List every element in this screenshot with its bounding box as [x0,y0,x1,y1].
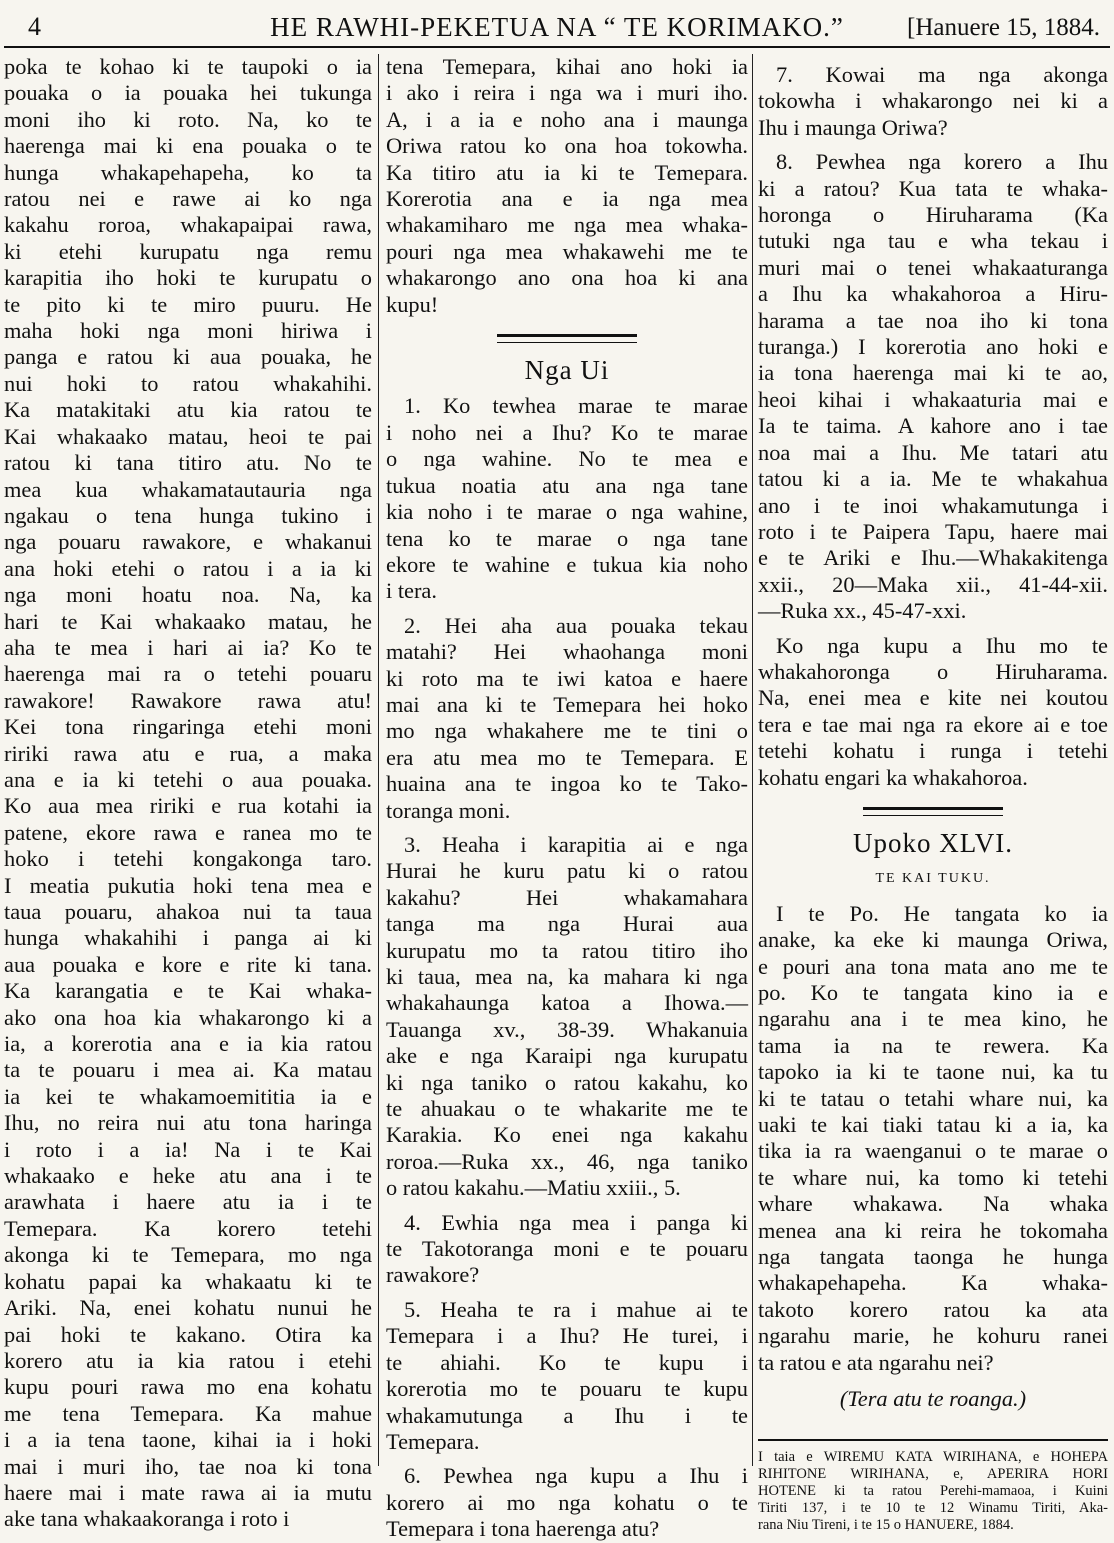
chapter-line: whakapehapeha. Ka whaka- [758,1270,1108,1296]
text-line: kohatu papai ka whakaatu ki te [4,1268,372,1294]
imprint-line: RIHITONE WIRIHANA, e, APERIRA HORI [758,1465,1108,1482]
text-line: nui hoki to ratou whakahihi. [4,370,372,396]
chapter-line: ngarahu marie, he kohuru ranei [758,1323,1108,1349]
issue-date: [Hanuere 15, 1884. [907,14,1100,41]
question-line: korero ai mo nga kohatu o te [386,1489,748,1515]
chapter-line: whare whakawa. Na whaka [758,1191,1108,1217]
question-line: tutuki nga tau e wha tekau i [758,228,1108,254]
text-line: ana hoki etehi o ratou i a ia ki [4,555,372,581]
text-line: ratou ki tana titiro atu. No te [4,450,372,476]
text-line: ako ona hoa kia whakarongo ki a [4,1004,372,1030]
question-line: 4. Ewhia nga mea i panga ki [404,1209,748,1235]
text-line: haerenga mai ra o tetehi pouaru [4,661,372,687]
text-line: I meatia pukutia hoki tena mea e [4,872,372,898]
question-line: 1. Ko tewhea marae te marae [404,393,748,419]
text-line: poka te kohao ki te taupoki o ia [4,54,372,79]
question-line: ki taua, mea na, ka mahara ki nga [386,964,748,989]
text-line: pouaka o ia pouaka hei tukunga [4,80,372,106]
column-1 [4,54,372,1533]
column-2 [386,54,748,1543]
question-line: ki a ratou? Kua tata te whaka- [758,175,1108,201]
chapter-line: I te Po. He tangata ko ia [776,900,1108,926]
page-number: 4 [28,12,41,41]
text-line: aha te mea i hari ai ia? Ko te [4,634,372,660]
text-line: pouri nga mea whakawehi me te [386,238,748,264]
text-line: Ariki. Na, enei kohatu nunui he [4,1295,372,1321]
question-line: tukua noatia atu ana nga tane [386,472,748,498]
question-line: Na, enei mea e kite nei koutou [758,685,1108,711]
imprint-line: rana Niu Tireni, i te 15 o HANUERE, 1884. [758,1516,1014,1533]
text-line: Ko aua mea ririki e rua kotahi ia [4,793,372,819]
text-line: ngakau o tena hunga tukino i [4,502,372,528]
imprint-line: HOTENE ki ta ratou Perehi-mamaoa, i Kuini [758,1482,1108,1499]
question-item [758,633,1108,791]
question-line: te Takotoranga moni e te pouaru [386,1236,748,1262]
imprint-line: I taia e WIREMU KATA WIRIHANA, e HOHEPA [758,1448,1108,1465]
text-line: karapitia iho hoki te kurupatu o [4,265,372,291]
text-line: whakaako e heke atu ana i te [4,1163,372,1189]
question-line: ki nga taniko o ratou kakahu, ko [386,1069,748,1095]
text-line: Kei tona ringaringa etehi moni [4,714,372,740]
question-line: noa mai a Ihu. Me tatari atu [758,439,1108,465]
question-line: Ihu i maunga Oriwa? [758,114,948,140]
text-line: i ako i reira i nga wa i muri iho. [386,80,748,106]
text-line: whakarongo ano ona hoa ki ana [386,265,748,291]
text-line: kupu! [386,291,439,317]
questions-heading: Nga Ui [524,355,610,386]
column-divider [752,54,753,1466]
question-line: ia tona haerenga mai ki te ao, [758,360,1108,386]
text-line: patene, ekore rawa e ranea mo te [4,819,372,845]
text-line: haere mai i mate rawa ai ia mutu [4,1479,372,1505]
chapter-line: menea ana ki reira he tokomaha [758,1217,1108,1243]
question-line: Temepara i a Ihu? He turei, i [386,1323,748,1349]
text-line: Ihu, no reira nui atu tona haringa [4,1110,372,1136]
question-line: Ko nga kupu a Ihu mo te [776,632,1108,658]
text-line: aua pouaka e kore e rite ki tana. [4,951,372,977]
text-line: panga e ratou ki aua pouaka, he [4,344,372,370]
question-line: tetehi kohatu i runga i tetehi [758,738,1108,764]
text-line: moni iho ki roto. Na, ko te [4,106,372,132]
column-3 [758,54,1108,1534]
question-line: roroa.—Ruka xx., 46, nga taniko [386,1148,748,1174]
text-line: rawakore! Rawakore rawa atu! [4,687,372,713]
question-line: Temepara. [386,1428,480,1454]
question-line: era atu mea mo te Temepara. E [386,744,748,770]
question-line: a Ihu ka whakahoroa a Hiru- [758,281,1108,307]
continued-note: (Tera atu te roanga.) [839,1386,1027,1412]
text-line: te pito ki te miro puuru. He [4,291,372,317]
question-line: heoi kihai i whakaaturia mai e [758,386,1108,412]
question-line: whakahaunga katoa a Ihowa.— [386,990,748,1016]
question-item [386,832,748,1202]
question-line: te ahiahi. Ko te kupu i [386,1349,748,1375]
question-line: muri mai o tenei whakaaturanga [758,254,1108,280]
chapter-line: nga tangata taonga he hunga [758,1244,1108,1270]
text-line: A, i a ia e noho ana i maunga [386,106,748,132]
questions-list-continued [758,62,1108,791]
chapter-line: ta ratou e ata ngarahu nei? [758,1349,994,1375]
question-line: ake e nga Karaipi nga kurupatu [386,1043,748,1069]
question-line: Temepara i tona haerenga atu? [386,1516,660,1542]
text-line: taua pouaru, ahakoa nui ta taua [4,899,372,924]
text-line: i a ia tena taone, kihai ia i hoki [4,1427,372,1453]
question-line: harama a tae noa iho ki tona [758,307,1108,333]
text-line: maha hoki nga moni hiriwa i [4,318,372,344]
question-line: 5. Heaha te ra i mahue ai te [404,1296,748,1322]
text-line: Korerotia ana e ia nga mea [386,186,748,212]
question-line: toranga moni. [386,797,511,823]
question-item [758,62,1108,141]
text-line: haerenga mai ki ena pouaka o te [4,133,372,159]
text-line: Kai whakaako matau, heoi te pai [4,423,372,449]
question-line: mo nga whakahere me te tini o [386,718,748,744]
text-line: pai hoki te kakano. Otira ka [4,1321,372,1347]
chapter-line: tapoko ia ki te taone nui, ka tu [758,1059,1108,1085]
text-line: tena Temepara, kihai ano hoki ia [386,54,748,79]
question-line: mai ana ki te Temepara hei hoko [386,691,748,717]
question-line: 6. Pewhea nga kupu a Ihu i [404,1463,748,1489]
text-line: ratou nei e rawe ai ko nga [4,186,372,212]
text-line: Ka titiro atu ia ki te Temepara. [386,159,748,185]
text-line: ta te pouaru i mea ai. Ka matau [4,1057,372,1083]
printer-imprint [758,1449,1108,1534]
page-header [0,0,1114,44]
question-line: tena ko te marae o nga tane [386,525,748,551]
text-line: mai i muri iho, tae noa ki tona [4,1453,372,1479]
question-line: o ratou kakahu.—Matiu xxiii., 5. [386,1175,681,1201]
question-line: i noho nei a Ihu? Ko te marae [386,419,748,445]
chapter-subtitle: TE KAI TUKU. [875,871,991,887]
chapter-line: anake, ka eke ki maunga Oriwa, [758,927,1108,953]
text-line: ririki rawa atu e rua, a maka [4,740,372,766]
text-line: whakamiharo me nga mea whaka- [386,212,748,238]
text-line: me tena Temepara. Ka mahue [4,1400,372,1426]
chapter-line: ki te tatau o tetahi whare nui, ka [758,1085,1108,1111]
column-divider [378,54,379,1466]
question-item [758,149,1108,624]
chapter-line: tama ia na te rewera. Ka [758,1032,1108,1058]
questions-list [386,393,748,1542]
question-line: matahi? Hei whaohanga moni [386,639,748,665]
chapter-line: ngarahu ana i te mea kino, he [758,1006,1108,1032]
section-rule [863,807,1003,816]
question-line: tokowha i whakarongo nei ki a [758,88,1108,114]
imprint-rule [758,1439,1108,1441]
question-line: kia noho i te marae o nga wahine, [386,499,748,525]
text-line: Oriwa ratou ko ona hoa tokowha. [386,133,748,159]
text-line: Ka matakitaki atu kia ratou te [4,397,372,423]
question-line: kakahu? Hei whakamahara [386,884,748,910]
text-line: nga pouaru rawakore, e whakanui [4,529,372,555]
question-line: —Ruka xx., 45-47-xxi. [758,598,967,624]
question-line: kurupatu mo ta ratou titiro iho [386,937,748,963]
text-line: ia kei te whakamoemititia ia e [4,1083,372,1109]
question-line: Karakia. Ko enei nga kakahu [386,1122,748,1148]
question-item [386,613,748,824]
question-line: ano i te inoi whakamutunga i [758,492,1108,518]
question-line: 7. Kowai ma nga akonga [776,62,1108,87]
section-rule [497,334,637,343]
chapter-line: po. Ko te tangata kino ia e [758,980,1108,1005]
question-line: Ia te taima. A kahore ano i tae [758,413,1108,439]
newspaper-title: HE RAWHI-PEKETUA NA “ TE KORIMAKO.” [270,12,844,42]
chapter-title: Upoko XLVI. [852,827,1013,858]
imprint-line: Tiriti 137, i te 10 te 12 Winamu Tiriti, Aka- [758,1499,1108,1516]
text-line: kupu pouri rawa mo ena kohatu [4,1374,372,1400]
text-line: ki etehi kurupatu nga remu [4,238,372,264]
question-line: tanga ma nga Hurai aua [386,911,748,937]
question-line: 2. Hei aha aua pouaka tekau [404,612,748,638]
question-line: tera e tae mai nga ra ekore ai e toe [758,711,1108,737]
question-line: Tauanga xv., 38-39. Whakanuia [386,1016,748,1042]
chapter-line: te whare nui, ka tomo ki tetehi [758,1164,1108,1190]
text-line: akonga ki te Temepara, mo nga [4,1242,372,1268]
question-line: whakahoronga o Hiruharama. [758,658,1108,684]
text-line: mea kua whakamatautauria nga [4,476,372,502]
question-line: ki roto ma te iwi katoa e haere [386,665,748,691]
text-line: korero atu ia kia ratou i etehi [4,1347,372,1373]
story-conclusion-text [386,54,748,318]
header-rule [4,46,1110,48]
chapter-line: takoto korero ratou ka ata [758,1296,1108,1322]
question-line: 3. Heaha i karapitia ai e nga [404,831,748,857]
chapter-text [758,901,1108,1376]
text-line: ia, a korerotia ana e ia kia ratou [4,1031,372,1057]
question-line: rawakore? [386,1262,480,1288]
question-line: horonga o Hiruharama (Ka [758,202,1108,228]
question-line: xxii., 20—Maka xii., 41-44-xii. [758,571,1108,597]
chapter-line: e pouri ana tona mata ano me te [758,953,1108,979]
text-line: ake tana whakaakoranga i roto i [4,1506,290,1532]
question-line: e te Ariki e Ihu.—Whakakitenga [758,545,1108,571]
question-line: whakamutunga a Ihu i te [386,1402,748,1428]
question-line: o nga wahine. No te mea e [386,446,748,472]
text-line: kakahu roroa, whakapaipai rawa, [4,212,372,238]
chapter-line: tika ia ra waenganui o te marae o [758,1138,1108,1164]
question-line: i tera. [386,578,437,604]
question-item [386,393,748,604]
question-line: 8. Pewhea nga korero a Ihu [776,149,1108,175]
question-line: huaina ana te ingoa ko te Tako- [386,771,748,797]
text-line: ana e ia ki tetehi o aua pouaka. [4,766,372,792]
text-line: nga moni hoatu noa. Na, ka [4,582,372,608]
text-line: Ka karangatia e te Kai whaka- [4,978,372,1004]
text-line: hoko i tetehi kongakonga taro. [4,846,372,872]
question-line: turanga.) I korerotia ano hoki e [758,334,1108,360]
text-line: Temepara. Ka korero tetehi [4,1215,372,1241]
story-continued-text [4,54,372,1533]
question-line: Hurai he kuru patu ki o ratou [386,858,748,884]
text-line: arawhata i haere atu ia i te [4,1189,372,1215]
text-line: hunga whakapehapeha, ko ta [4,159,372,185]
text-line: hari te Kai whakaako matau, he [4,608,372,634]
question-line: korerotia mo te pouaru te kupu [386,1376,748,1402]
question-item [386,1297,748,1455]
text-line: i roto i a ia! Na i te Kai [4,1136,372,1162]
question-line: kohatu engari ka whakahoroa. [758,764,1028,790]
question-item [386,1210,748,1289]
question-line: te ahuakau o te whakarite me te [386,1096,748,1122]
text-line: hunga whakahihi i panga ai ki [4,925,372,951]
question-line: tatou ki a ia. Me te whakahua [758,466,1108,492]
chapter-line: uaki te kai tiaki tatau ki a ia, ka [758,1112,1108,1138]
question-line: ekore te wahine e tukua kia noho [386,551,748,577]
question-item [386,1463,748,1542]
question-line: roto i te Paipera Tapu, haere mai [758,518,1108,544]
